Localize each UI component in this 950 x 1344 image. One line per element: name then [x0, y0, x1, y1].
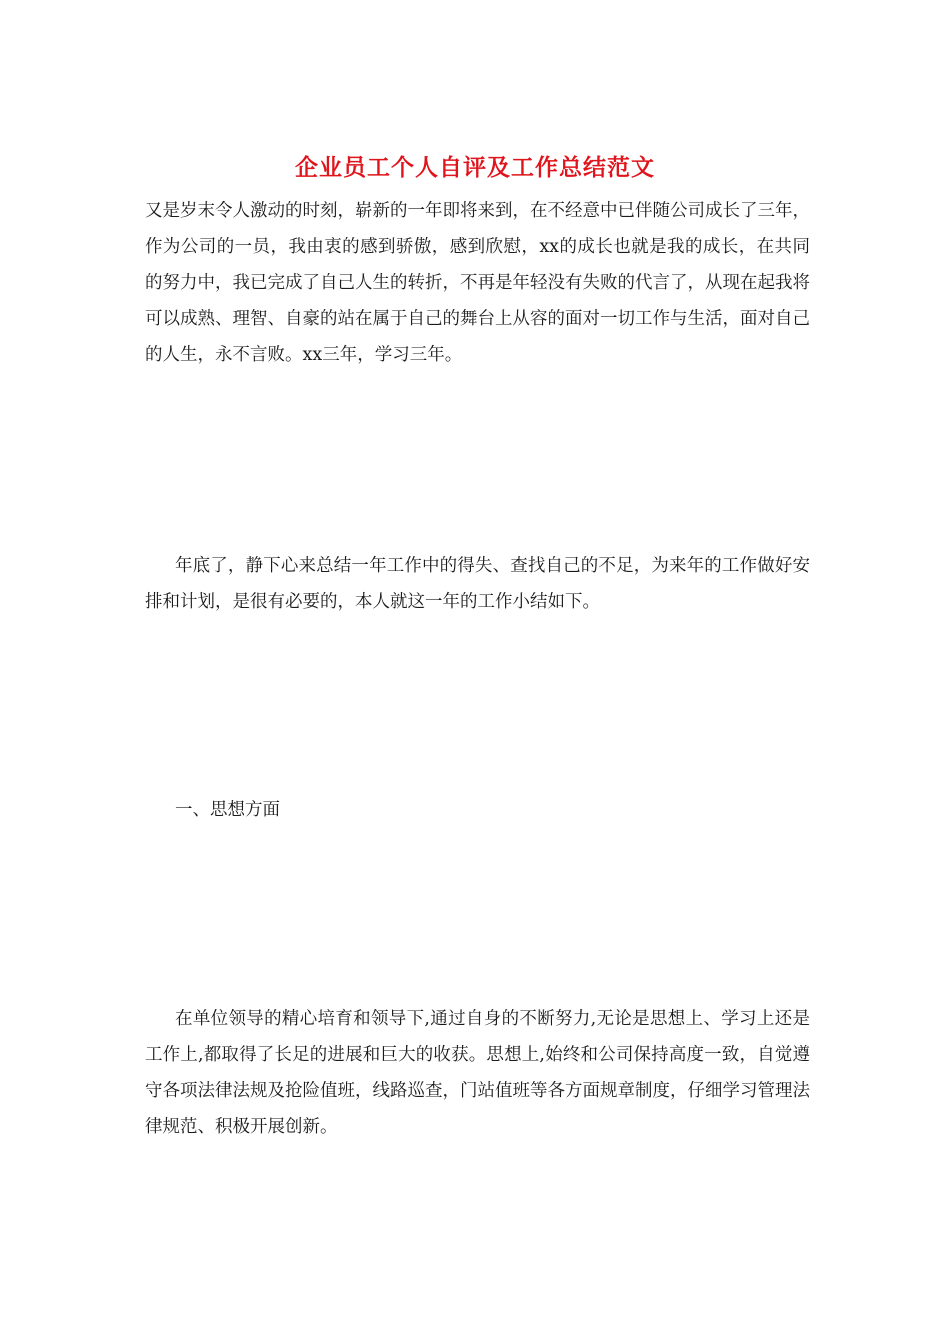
paragraph-intro: 又是岁末令人激动的时刻，崭新的一年即将来到，在不经意中已伴随公司成长了三年，作为公司的一员，我由衷的感到骄傲，感到欣慰，xx的成长也就是我的成长，在共同的努力中，我已完成了自己人生的转折，不再是年轻没有失败的代言了，从现在起我将可以成熟、理智、自豪的站在属于自己的舞台上从容的面对一切工作与生活，面对自己的人生，永不言败。xx三年，学习三年。: [145, 201, 810, 365]
paragraph-summary: 年底了，静下心来总结一年工作中的得失、查找自己的不足，为来年的工作做好安排和计划，是很有必要的，本人就这一年的工作小结如下。: [145, 556, 810, 612]
paragraph-thought: 在单位领导的精心培育和领导下,通过自身的不断努力,无论是思想上、学习上还是工作上,都取得了长足的进展和巨大的收获。思想上,始终和公司保持高度一致，自觉遵守各项法律法规及抢险值班，线路巡查，门站值班等各方面规章制度，仔细学习管理法律规范、积极开展创新。: [145, 1009, 810, 1137]
document-title: 企业员工个人自评及工作总结范文: [295, 154, 655, 181]
section-heading-thought: 一、思想方面: [175, 800, 280, 820]
